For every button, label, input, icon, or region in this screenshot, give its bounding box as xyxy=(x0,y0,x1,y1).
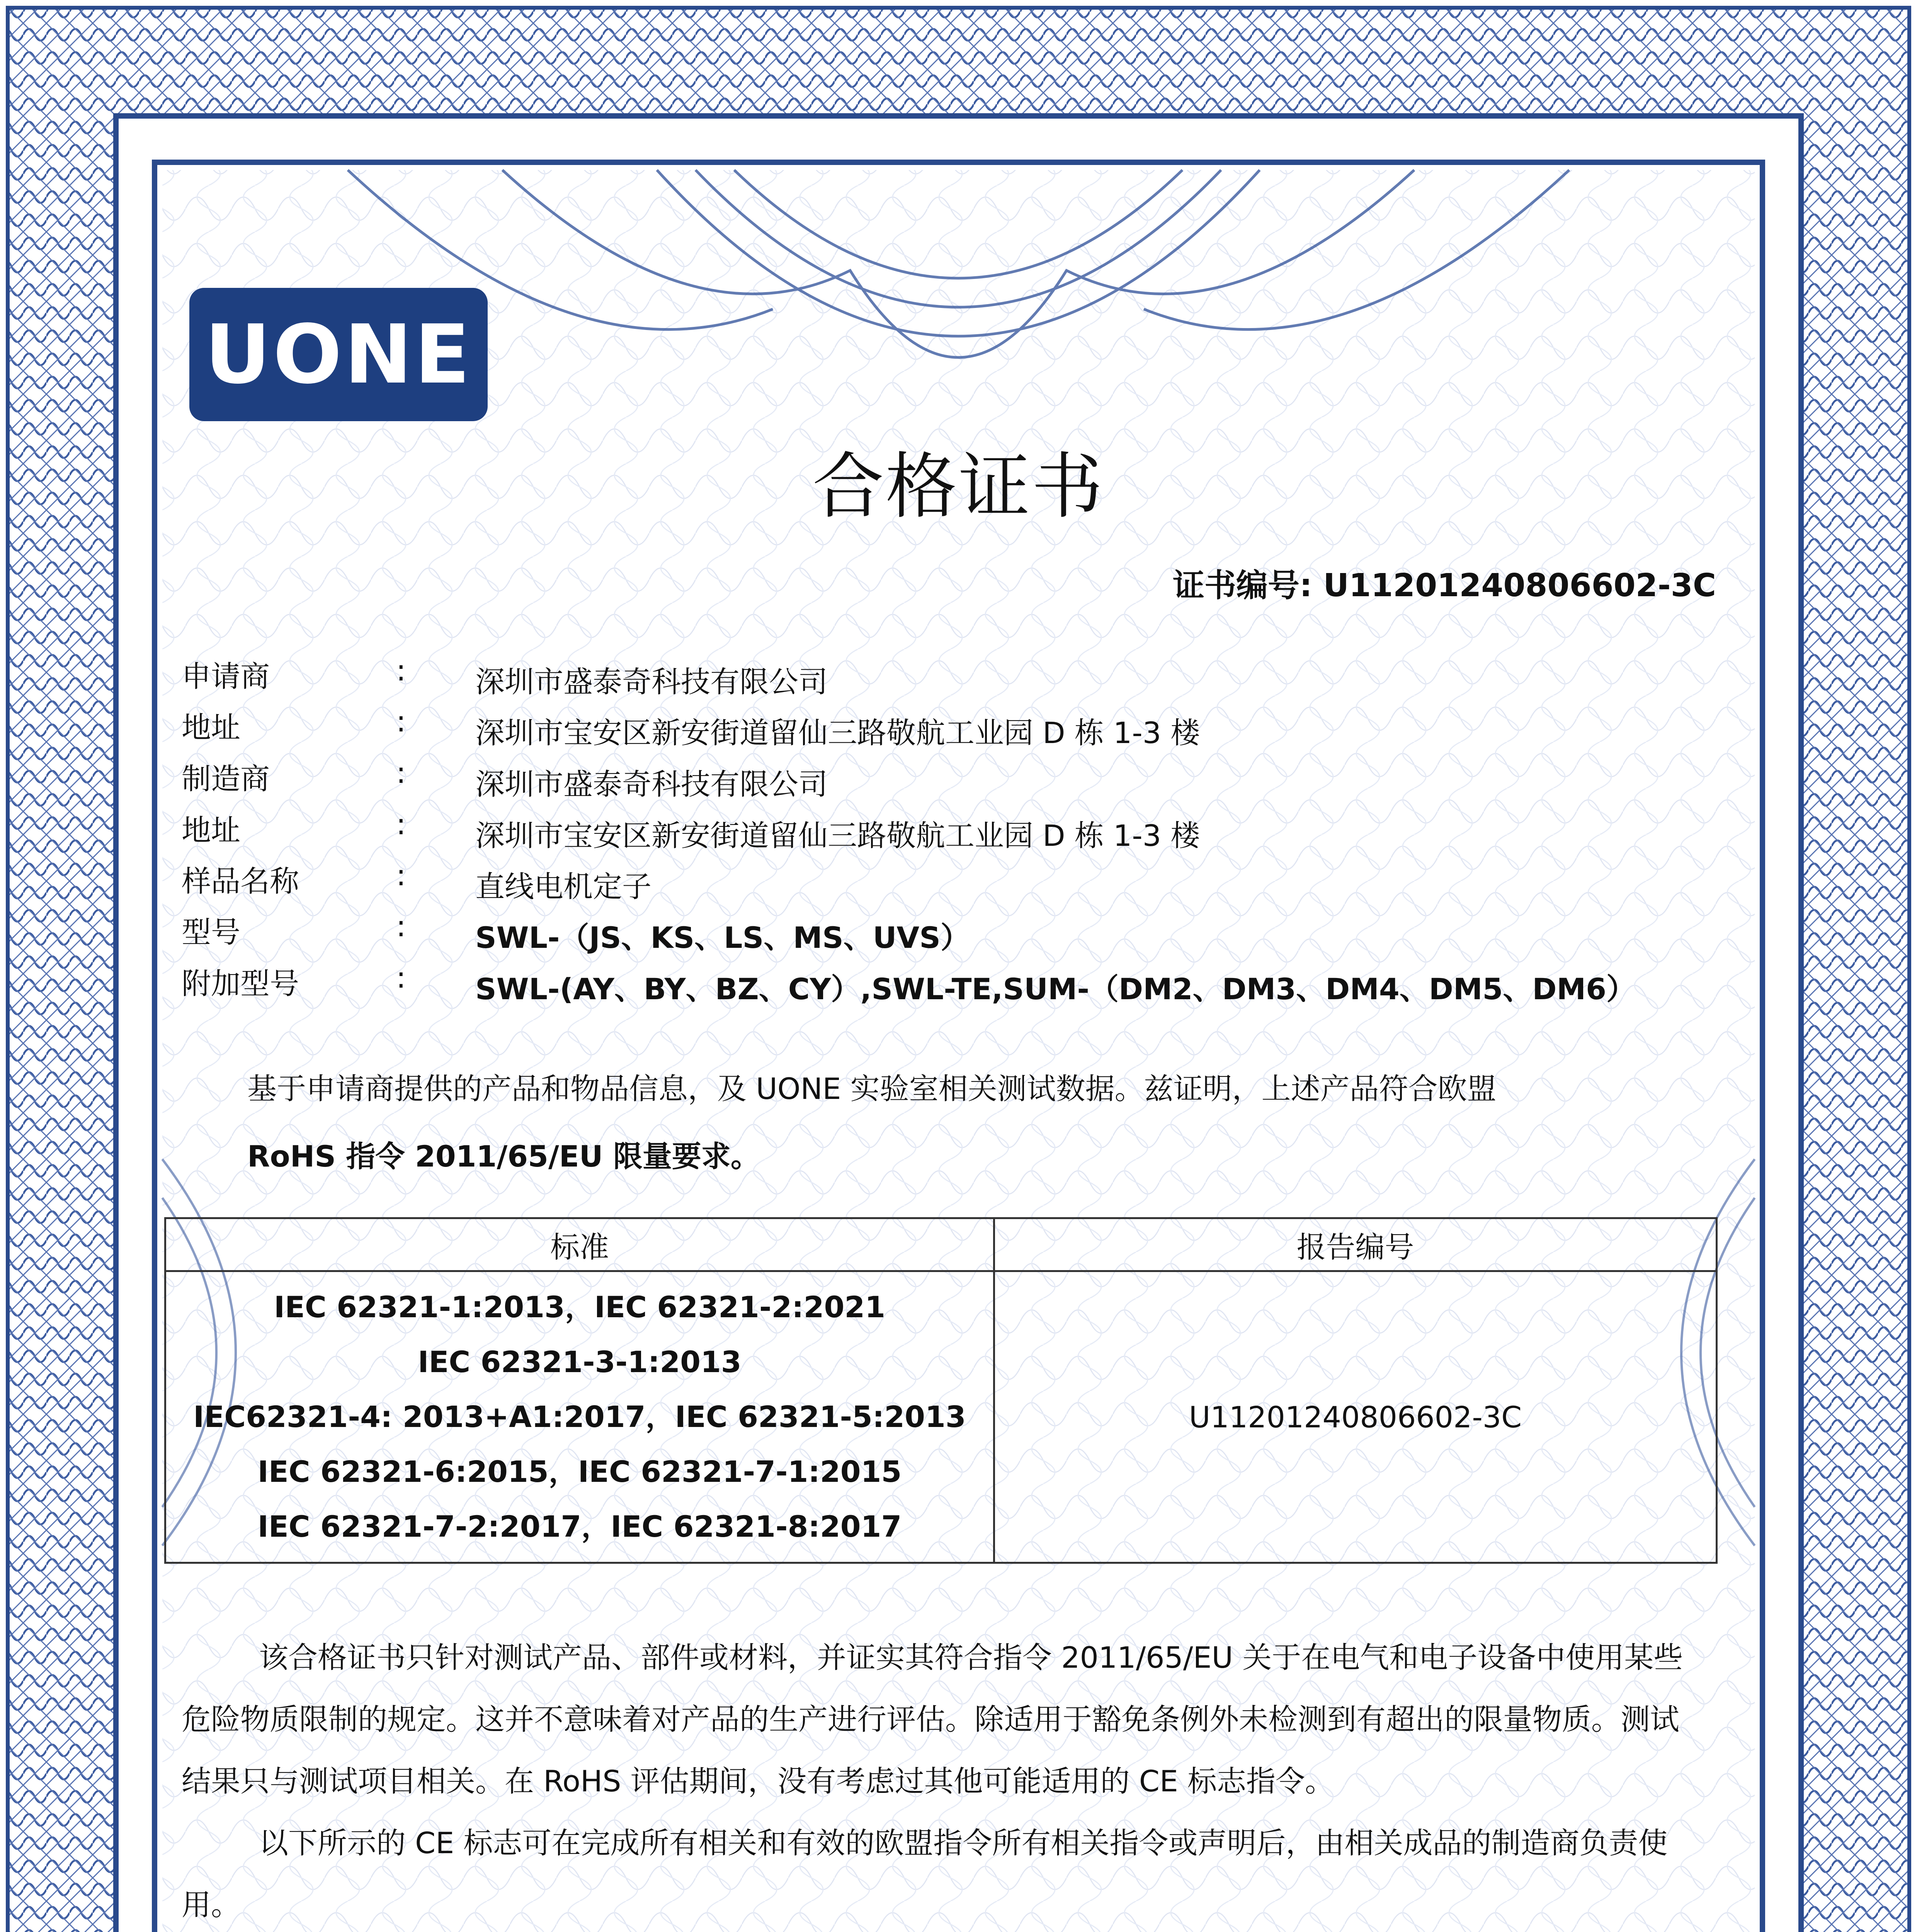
info-label: 制造商 xyxy=(182,762,270,796)
info-colon: : xyxy=(396,807,406,841)
info-colon: : xyxy=(396,960,406,995)
info-value: 深圳市盛泰奇科技有限公司 xyxy=(475,665,828,699)
report-number-cell: U11201240806602-3C xyxy=(994,1271,1717,1563)
header-report-no: 报告编号 xyxy=(994,1218,1717,1271)
statement-line-2: RoHS 指令 2011/65/EU 限量要求。 xyxy=(247,1139,760,1173)
info-label: 申请商 xyxy=(182,659,270,694)
standard-line: IEC 62321-1:2013，IEC 62321-2:2021 xyxy=(274,1290,886,1324)
info-value: SWL-（JS、KS、LS、MS、UVS） xyxy=(475,920,970,955)
compliance-statement xyxy=(247,1055,1716,1190)
info-value: 直线电机定子 xyxy=(475,869,651,904)
info-value: 深圳市宝安区新安街道留仙三路敬航工业园 D 栋 1-3 楼 xyxy=(475,818,1200,853)
standards-table xyxy=(164,1217,1718,1564)
table-header-row xyxy=(165,1218,1717,1271)
standards-cell xyxy=(165,1271,994,1563)
header-standard: 标准 xyxy=(165,1218,994,1271)
info-colon: : xyxy=(396,858,406,892)
statement-line-1: 基于申请商提供的产品和物品信息，及 UONE 实验室相关测试数据。兹证明，上述产品符合欧盟 xyxy=(247,1071,1497,1106)
table-row xyxy=(165,1271,1717,1563)
standard-line: IEC62321-4: 2013+A1:2017，IEC 62321-5:2013 xyxy=(193,1400,966,1434)
cert-no-value: U11201240806602-3C xyxy=(1323,567,1716,604)
info-label: 附加型号 xyxy=(182,966,299,1001)
info-colon: : xyxy=(396,653,406,687)
info-colon: : xyxy=(396,755,406,790)
certificate-number xyxy=(1173,560,1716,605)
page-title: 合格证书 xyxy=(812,445,1105,528)
body-paragraph-1: 该合格证书只针对测试产品、部件或材料，并证实其符合指令 2011/65/EU 关于在电气和电子设备中使用某些危险物质限制的规定。这并不意味着对产品的生产进行评估。除适用于豁免条例外未检测到有超出的限量物质。测试结果只与测试项目相关。在 RoHS 评估期间，没有考虑过其他可能适用的 CE 标志指令。 xyxy=(182,1640,1683,1798)
uone-logo: UONE xyxy=(189,288,488,421)
info-value: SWL-(AY、BY、BZ、CY）,SWL-TE,SUM-（DM2、DM3、DM4、DM5、DM6） xyxy=(475,972,1636,1006)
standard-line: IEC 62321-7-2:2017，IEC 62321-8:2017 xyxy=(257,1509,902,1544)
info-value: 深圳市宝安区新安街道留仙三路敬航工业园 D 栋 1-3 楼 xyxy=(475,716,1200,750)
info-value: 深圳市盛泰奇科技有限公司 xyxy=(475,767,828,801)
info-label: 地址 xyxy=(182,813,240,847)
info-label: 地址 xyxy=(182,710,240,745)
standard-line: IEC 62321-6:2015，IEC 62321-7-1:2015 xyxy=(257,1454,902,1489)
info-label: 样品名称 xyxy=(182,864,299,898)
info-label: 型号 xyxy=(182,915,240,949)
standard-line: IEC 62321-3-1:2013 xyxy=(418,1345,742,1379)
body-text xyxy=(182,1627,1696,1932)
info-colon: : xyxy=(396,909,406,943)
info-colon: : xyxy=(396,704,406,738)
cert-no-label: 证书编号: xyxy=(1173,567,1312,604)
body-paragraph-2: 以下所示的 CE 标志可在完成所有相关和有效的欧盟指令所有相关指令或声明后，由相关成品的制造商负责使用。 xyxy=(182,1826,1668,1922)
